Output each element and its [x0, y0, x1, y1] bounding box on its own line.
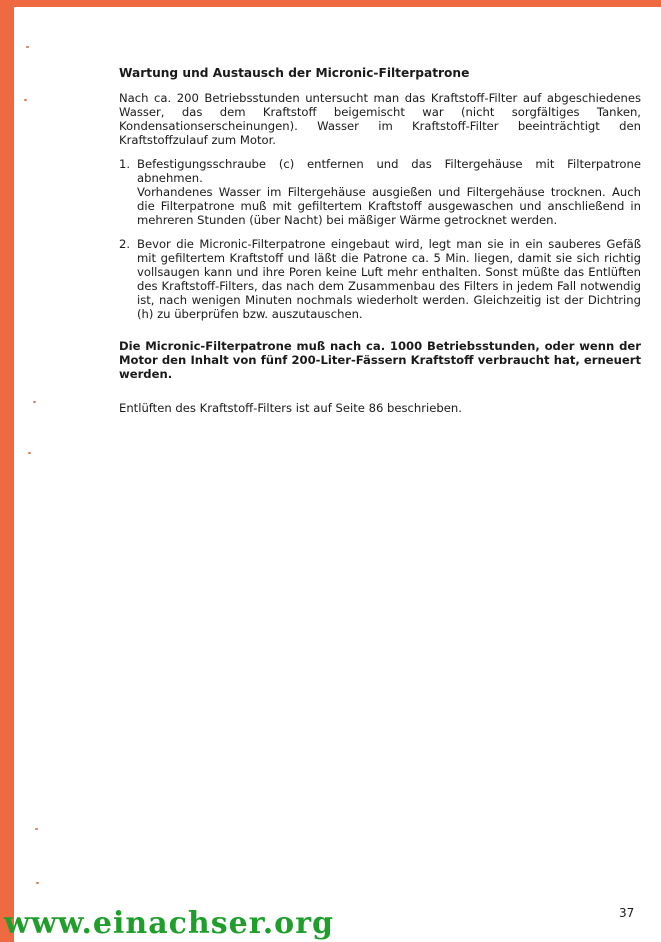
- page-edge-left: [0, 0, 14, 942]
- intro-paragraph: Nach ca. 200 Betriebsstunden untersucht man das Kraftstoff-Filter auf abgeschiedenes Wasser, das dem Kraftstoff beigemischt war (nicht sorgfältiges Tanken, Kondensationserscheinungen). Wasser im Kraftstoff-Filter beeinträchtigt den Kraftstoffzulauf zum Motor.: [119, 91, 641, 147]
- document-body: [119, 66, 641, 415]
- print-speck: [33, 401, 36, 403]
- step-text: Befestigungsschraube (c) entfernen und das Filtergehäuse mit Filterpatrone abnehmen.: [137, 157, 641, 185]
- step-number: 2.: [119, 237, 131, 251]
- page-edge-top: [0, 0, 661, 7]
- website-watermark: www.einachser.org: [4, 906, 334, 941]
- venting-reference: Entlüften des Kraftstoff-Filters ist auf Seite 86 beschrieben.: [119, 401, 462, 415]
- step-text: Vorhandenes Wasser im Filtergehäuse ausgießen und Filtergehäuse trocknen. Auch die Filterpatrone muß mit gefiltertem Kraftstoff ausgewaschen und anschließend in mehreren Stunden (über Nacht) bei mäßiger Wärme getrocknet werden.: [137, 185, 641, 227]
- print-speck: [26, 46, 29, 48]
- print-speck: [24, 99, 27, 101]
- step-list: [119, 157, 641, 321]
- print-speck: [28, 452, 31, 454]
- step-item: [119, 157, 641, 227]
- page-number: 37: [619, 906, 635, 920]
- section-heading: Wartung und Austausch der Micronic-Filterpatrone: [119, 66, 470, 80]
- print-speck: [36, 882, 39, 884]
- print-speck: [35, 828, 38, 830]
- step-number: 1.: [119, 157, 131, 171]
- step-item: [119, 237, 641, 321]
- step-text: Bevor die Micronic-Filterpatrone eingebaut wird, legt man sie in ein sauberes Gefäß mit gefiltertem Kraftstoff und läßt die Patrone ca. 5 Min. liegen, damit sie sich richtig vollsaugen kann und ihre Poren keine Luft mehr enthalten. Sonst müßte das Entlüften des Kraftstoff-Filters, das nach dem Zusammenbau des Filters in jedem Fall notwendig ist, nach wenigen Minuten nochmals wiederholt werden. Gleichzeitig ist der Dichtring (h) zu überprüfen bzw. auszutauschen.: [137, 237, 641, 321]
- replacement-note: Die Micronic-Filterpatrone muß nach ca. 1000 Betriebsstunden, oder wenn der Motor den Inhalt von fünf 200-Liter-Fässern Kraftstoff verbraucht hat, erneuert werden.: [119, 339, 641, 381]
